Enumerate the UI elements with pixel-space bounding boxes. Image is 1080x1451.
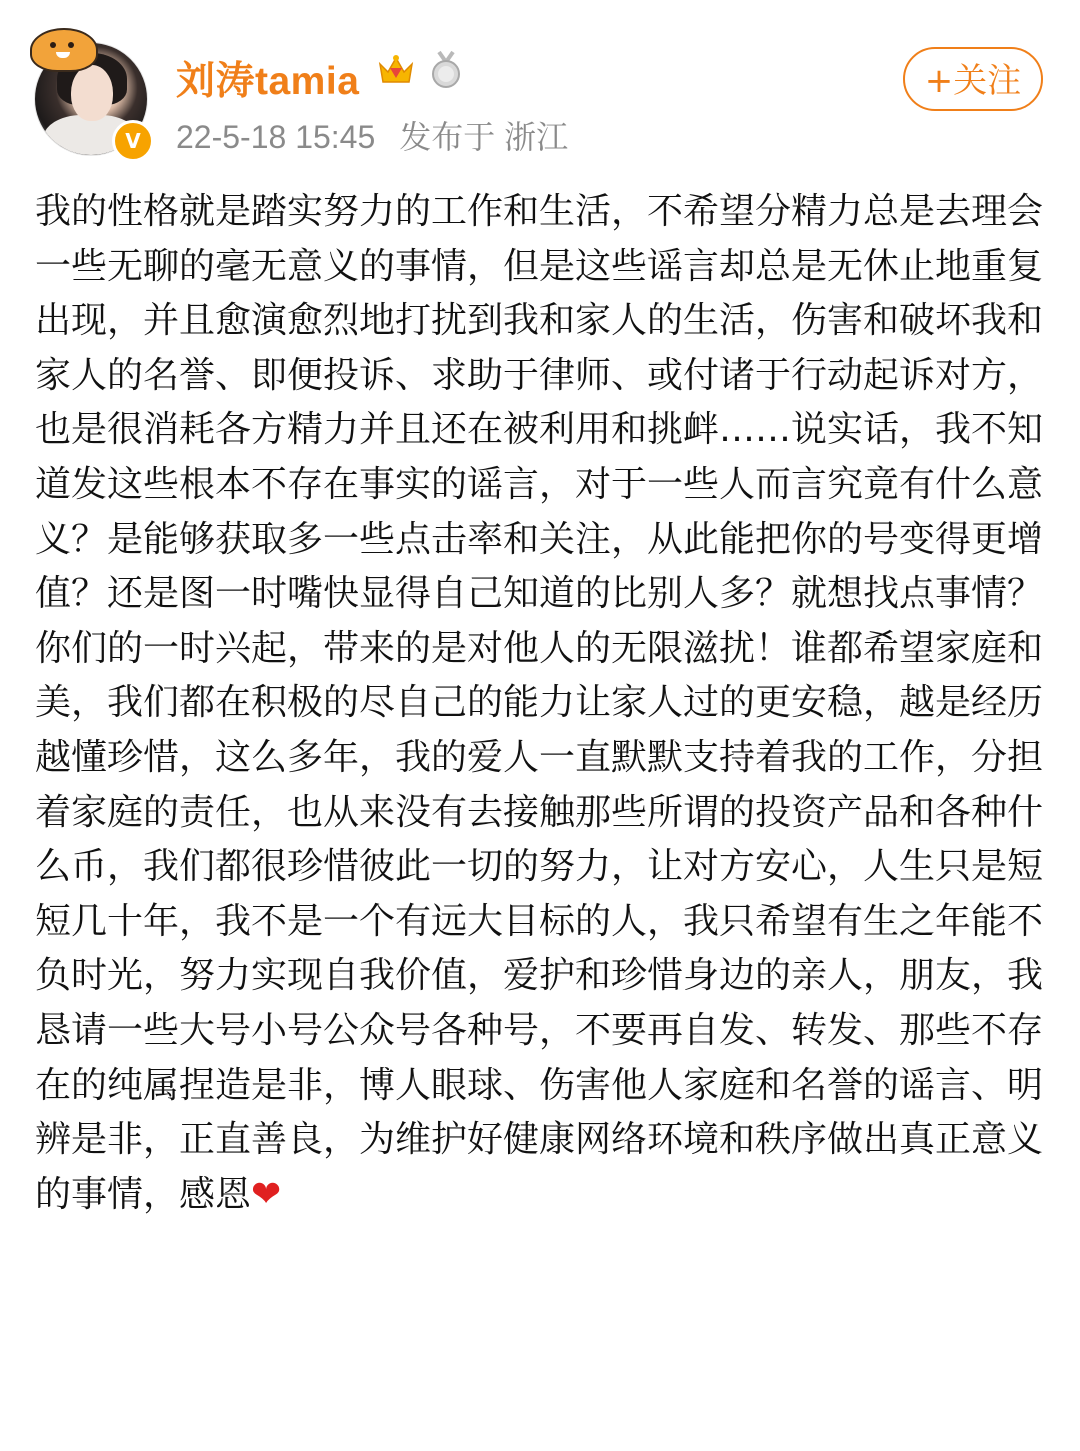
post-timestamp: 22-5-18 15:45	[176, 119, 376, 155]
avatar-face	[71, 65, 113, 121]
username[interactable]: 刘涛tamia	[176, 60, 360, 103]
heart-emoji: ❤	[251, 1173, 282, 1215]
post-body	[35, 185, 1047, 1222]
follow-button[interactable]: +关注	[903, 47, 1043, 111]
verified-v-icon: V	[112, 120, 154, 162]
medal-icon[interactable]	[428, 50, 464, 90]
post-meta	[176, 112, 592, 158]
avatar-container[interactable]	[34, 30, 154, 156]
tiger-pendant-icon	[30, 28, 98, 72]
post-header	[0, 0, 1080, 170]
post-body-text: 我的性格就是踏实努力的工作和生活，不希望分精力总是去理会一些无聊的毫无意义的事情，但是这些谣言却总是无休止地重复出现，并且愈演愈烈地打扰到我和家人的生活，伤害和破坏我和家人的名誉、即便投诉、求助于律师、或付诸于行动起诉对方，也是很消耗各方精力并且还在被利用和挑衅……说实话，我不知道发这些根本不存在事实的谣言，对于一些人而言究竟有什么意义？是能够获取多一些点击率和关注，从此能把你的号变得更增值？还是图一时嘴快显得自己知道的比别人多？就想找点事情？你们的一时兴起，带来的是对他人的无限滋扰！谁都希望家庭和美，我们都在积极的尽自己的能力让家人过的更安稳，越是经历越懂珍惜，这么多年，我的爱人一直默默支持着我的工作，分担着家庭的责任，也从来没有去接触那些所谓的投资产品和各种什么币，我们都很珍惜彼此一切的努力，让对方安心，人生只是短短几十年，我不是一个有远大目标的人，我只希望有生之年能不负时光，努力实现自我价值，爱护和珍惜身边的亲人，朋友，我恳请一些大号小号公众号各种号，不要再自发、转发、那些不存在的纯属捏造是非，博人眼球、伤害他人家庭和名誉的谣言、明辨是非，正直善良，为维护好健康网络环境和秩序做出真正意义的事情，感恩	[35, 191, 1044, 1215]
crown-vip-icon[interactable]	[376, 52, 416, 86]
post-location: 发布于 浙江	[399, 119, 569, 155]
